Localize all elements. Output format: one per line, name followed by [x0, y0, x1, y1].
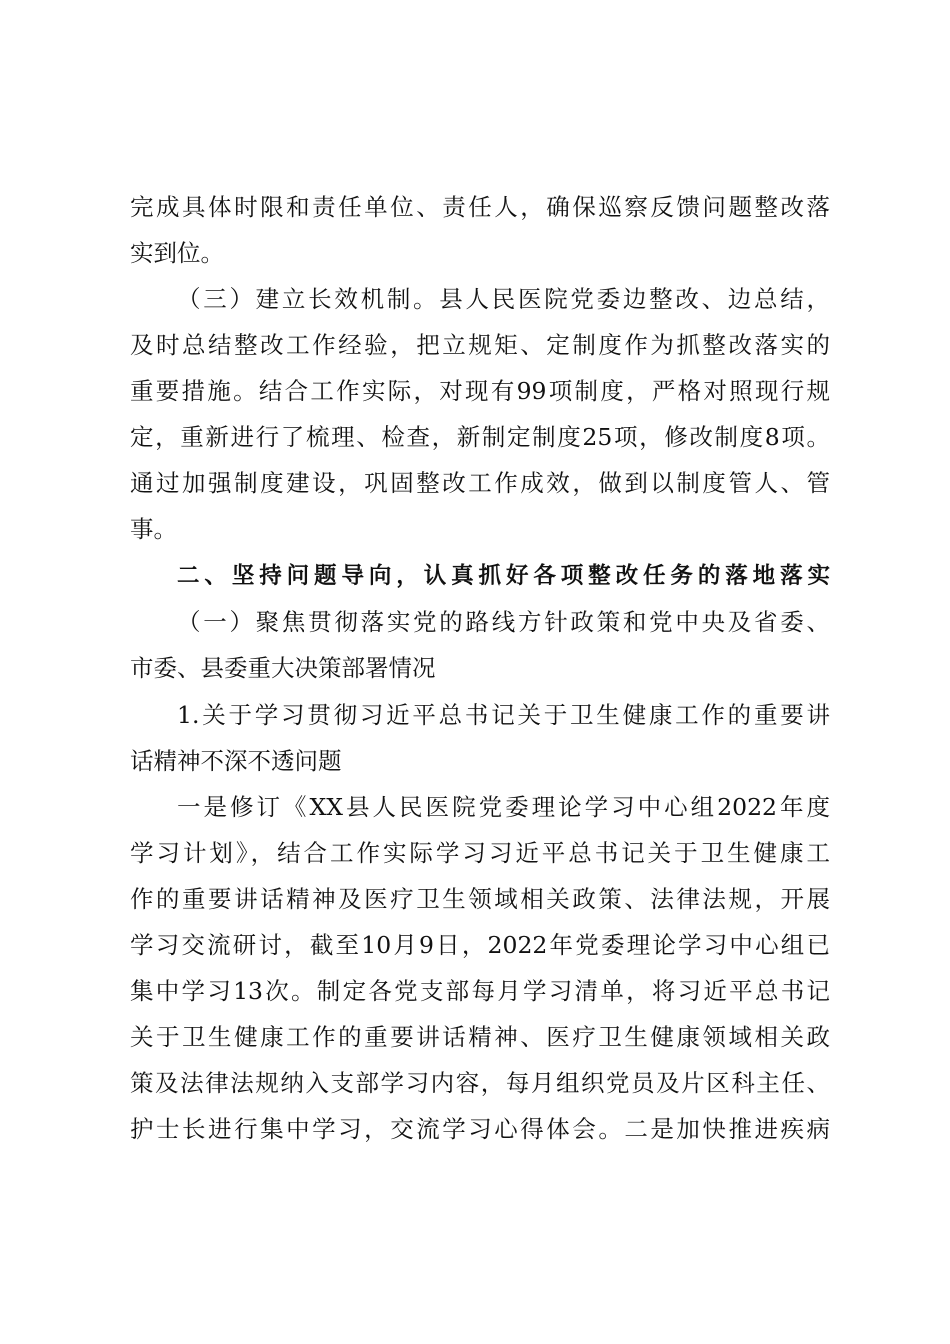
body-line: 关于卫生健康工作的重要讲话精神、医疗卫生健康领域相关政: [130, 1023, 830, 1051]
body-line: 实到位。: [130, 239, 224, 267]
section-subheading-line: （三）建立长效机制。县人民医院党委边整改、边总结，: [177, 285, 830, 313]
section-heading: 二、坚持问题导向，认真抓好各项整改任务的落地落实: [177, 563, 830, 589]
body-line: 及时总结整改工作经验，把立规矩、定制度作为抓整改落实的: [130, 331, 830, 359]
body-line: 事。: [130, 515, 177, 543]
body-line: 完成具体时限和责任单位、责任人，确保巡察反馈问题整改落: [130, 193, 830, 221]
body-line: 学习计划》，结合工作实际学习习近平总书记关于卫生健康工: [130, 839, 830, 867]
subsection-heading-line: （一）聚焦贯彻落实党的路线方针政策和党中央及省委、: [177, 608, 830, 636]
item-heading-line: 1.关于学习贯彻习近平总书记关于卫生健康工作的重要讲: [177, 701, 830, 729]
body-line: 策及法律法规纳入支部学习内容，每月组织党员及片区科主任、: [130, 1069, 830, 1097]
body-line: 定，重新进行了梳理、检查，新制定制度25项，修改制度8项。: [130, 423, 830, 451]
item-heading-line: 话精神不深不透问题: [130, 747, 342, 775]
subsection-heading-line: 市委、县委重大决策部署情况: [130, 654, 436, 682]
body-line: 作的重要讲话精神及医疗卫生领域相关政策、法律法规，开展: [130, 885, 830, 913]
body-line: 通过加强制度建设，巩固整改工作成效，做到以制度管人、管: [130, 469, 830, 497]
body-line: 一是修订《XX县人民医院党委理论学习中心组2022年度: [177, 793, 830, 821]
body-line: 集中学习13次。制定各党支部每月学习清单，将习近平总书记: [130, 977, 830, 1005]
body-line: 护士长进行集中学习，交流学习心得体会。二是加快推进疾病: [130, 1115, 830, 1143]
body-line: 重要措施。结合工作实际，对现有99项制度，严格对照现行规: [130, 377, 830, 405]
body-line: 学习交流研讨，截至10月9日，2022年党委理论学习中心组已: [130, 931, 830, 959]
